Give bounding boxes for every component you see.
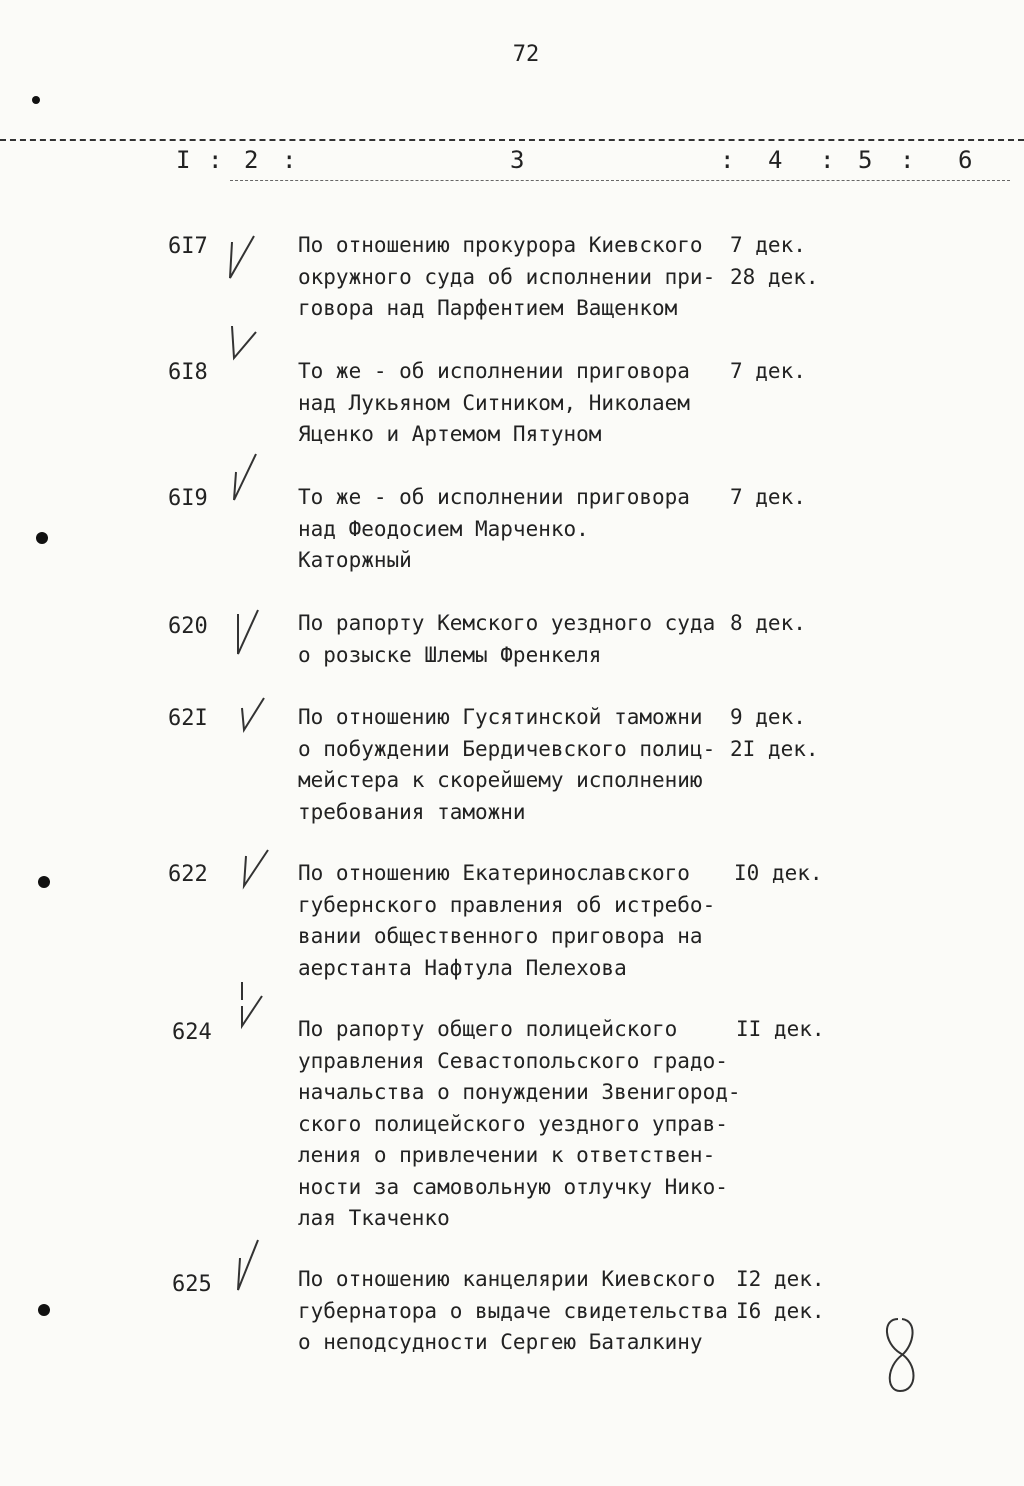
checkmark-icon <box>232 1238 266 1294</box>
column-header-1: I <box>176 146 191 174</box>
entry-dates: 9 дек. 2I дек. <box>730 705 819 761</box>
column-separator: : <box>208 146 223 174</box>
column-separator: : <box>900 146 915 174</box>
entry-number: 6I7 <box>168 234 208 259</box>
header-rule-top <box>0 139 1024 141</box>
punch-hole <box>38 1304 50 1316</box>
punch-hole <box>36 532 48 544</box>
entry-description: По отношению канцелярии Киевского губернатора о выдаче свидетельства о неподсудности Сергею Баталкину <box>298 1267 728 1354</box>
entry-dates: 7 дек. <box>730 485 806 509</box>
handwritten-number-8 <box>878 1315 928 1395</box>
column-header-6: 6 <box>958 146 973 174</box>
checkmark-icon <box>238 846 272 902</box>
checkmark-icon <box>236 690 270 746</box>
column-header-4: 4 <box>768 146 783 174</box>
page-number: 72 <box>512 42 540 67</box>
entry-dates: I2 дек. I6 дек. <box>736 1267 825 1323</box>
entry-number: 620 <box>168 614 208 639</box>
entry-description: То же - об исполнении приговора над Феодосием Марченко. Каторжный <box>298 485 690 572</box>
column-header-3: 3 <box>510 146 525 174</box>
entry-description: По отношению Гусятинской таможни о побуждении Бердичевского полиц- мейстера к скорейшему исполнению требования таможни <box>298 705 716 824</box>
entry-description: По рапорту Кемского уездного суда о розыске Шлемы Френкеля <box>298 611 716 667</box>
entry-number: 622 <box>168 862 208 887</box>
entry-dates: 8 дек. <box>730 611 806 635</box>
entry-dates: I0 дек. <box>734 861 823 885</box>
entry-dates: II дек. <box>736 1017 825 1041</box>
entry-dates: 7 дек. 28 дек. <box>730 233 819 289</box>
column-separator: : <box>282 146 297 174</box>
checkmark-icon <box>234 976 268 1032</box>
column-separator: : <box>820 146 835 174</box>
header-rule-bottom <box>230 180 1010 181</box>
punch-hole <box>38 876 50 888</box>
checkmark-icon <box>224 232 258 288</box>
entry-description: То же - об исполнении приговора над Лукьяном Ситником, Николаем Яценко и Артемом Пятуном <box>298 359 690 446</box>
entry-description: По отношению Екатеринославского губернского правления об истребо- вании общественного приговора на аерстанта Нафтула Пелехова <box>298 861 716 980</box>
column-header-5: 5 <box>858 146 873 174</box>
entry-number: 624 <box>172 1020 212 1045</box>
checkmark-icon <box>226 318 260 374</box>
entry-number: 625 <box>172 1272 212 1297</box>
column-separator: : <box>720 146 735 174</box>
entry-number: 62I <box>168 706 208 731</box>
entry-number: 6I9 <box>168 486 208 511</box>
checkmark-icon <box>230 604 264 660</box>
entry-description: По отношению прокурора Киевского окружного суда об исполнении при- говора над Парфентием Ващенком <box>298 233 716 320</box>
column-header-2: 2 <box>244 146 259 174</box>
entry-dates: 7 дек. <box>730 359 806 383</box>
entry-description: По рапорту общего полицейского управления Севастопольского градо- начальства о понуждении Звенигород- ского полицейского уездного управ- ления о привлечении к ответствен- ности за самовольную отлучку Нико- лая Ткаченко <box>298 1017 741 1230</box>
punch-hole <box>32 96 40 104</box>
entry-number: 6I8 <box>168 360 208 385</box>
checkmark-icon <box>228 452 262 508</box>
